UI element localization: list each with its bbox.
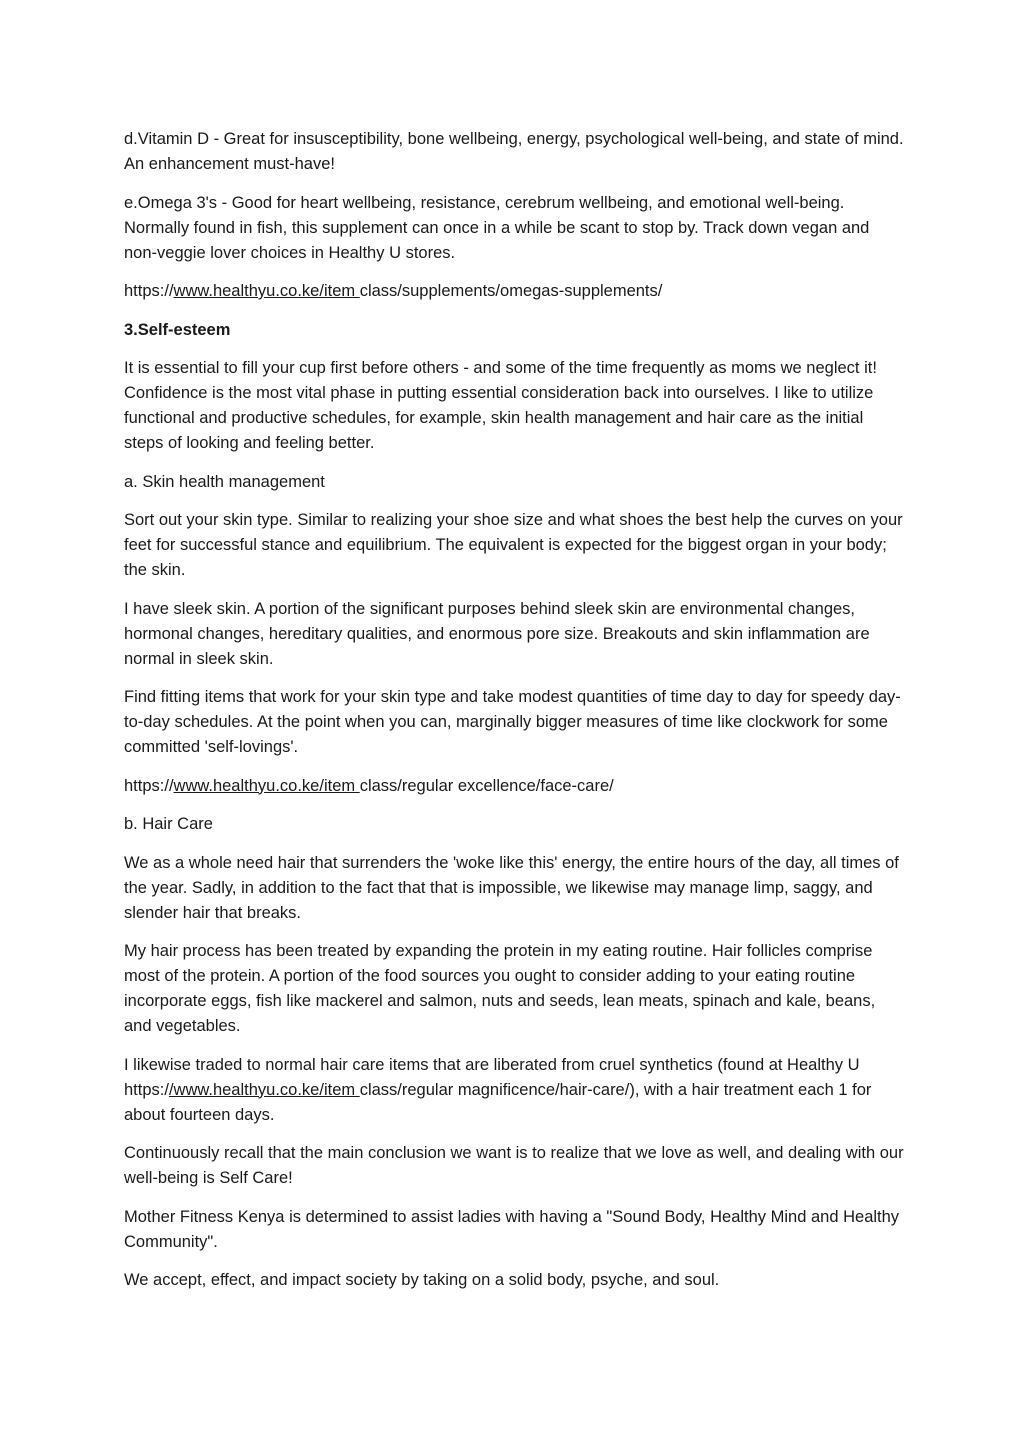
paragraph-fitting-items: Find fitting items that work for your skin type and take modest quantities of time day to day for speedy day-to-day schedules. At the point when you can, marginally bigger measures of time like clockwork for some committed 'self-lovings'. [124, 688, 901, 756]
paragraph-hair-protein: My hair process has been treated by expanding the protein in my eating routine. Hair follicles comprise most of the protein. A portion of the food sources you ought to consider adding to your eating routine incorporate eggs, fish like mackerel and salmon, nuts and seeds, lean meats, spinach and kale, beans, and vegetables. [124, 942, 876, 1035]
paragraph-self-esteem-intro: It is essential to fill your cup first before others - and some of the time frequently as moms we neglect it! Confidence is the most vital phase in putting essential consideration back into ourselves. I like to utilize functional and productive schedules, for example, skin health management and hair care as the initial steps of looking and feeling better. [124, 359, 877, 452]
paragraph-society: We accept, effect, and impact society by taking on a solid body, psyche, and soul. [124, 1271, 720, 1289]
url-face-care [124, 774, 904, 799]
paragraph-omega-3: e.Omega 3's - Good for heart wellbeing, resistance, cerebrum wellbeing, and emotional well-being. Normally found in fish, this supplement can once in a while be scant to stop by. Track down vegan and non-veggie lover choices in Healthy U stores. [124, 193, 870, 262]
paragraph-hair-energy: We as a whole need hair that surrenders the 'woke like this' energy, the entire hours of the day, all times of the year. Sadly, in addition to the fact that that is impossible, we likewise may manage limp, saggy, and slender hair that breaks. [124, 853, 899, 922]
paragraph-sleek-skin: I have sleek skin. A portion of the significant purposes behind sleek skin are environmental changes, hormonal changes, hereditary qualities, and enormous pore size. Breakouts and skin inflammation are normal in sleek skin. [124, 599, 870, 668]
healthyu-link[interactable]: www.healthyu.co.ke/item [173, 776, 360, 795]
paragraph-self-care: Continuously recall that the main conclusion we want is to realize that we love as well, and dealing with our well-being is Self Care! [124, 1144, 904, 1187]
paragraph-vitamin-d: d.Vitamin D - Great for insusceptibility, bone wellbeing, energy, psychological well-being, and state of mind. An enhancement must-have! [124, 130, 904, 173]
url-suffix: class/supplements/omegas-supplements/ [359, 282, 663, 300]
text-before-link: I likewise traded to normal hair care items that are liberated from cruel synthetics (found at Healthy U https:/ [124, 1055, 860, 1099]
document-page [124, 127, 904, 1307]
paragraph-mother-fitness: Mother Fitness Kenya is determined to assist ladies with having a "Sound Body, Healthy Mind and Healthy Community". [124, 1207, 900, 1251]
healthyu-link[interactable]: /www.healthyu.co.ke/item [168, 1080, 360, 1099]
url-suffix: class/regular excellence/face-care/ [359, 776, 614, 795]
text-after-link: class/regular magnificence/hair-care/), with a hair treatment each 1 for about fourteen days. [124, 1080, 872, 1124]
subheading-hair-care: b. Hair Care [124, 815, 213, 833]
url-prefix: https:// [124, 776, 174, 795]
url-omegas-supplements [124, 279, 904, 304]
paragraph-skin-type: Sort out your skin type. Similar to realizing your shoe size and what shoes the best help the curves on your feet for successful stance and equilibrium. The equivalent is expected for the biggest organ in your body; the skin. [124, 511, 903, 579]
paragraph-hair-products [124, 1053, 904, 1128]
healthyu-link[interactable]: www.healthyu.co.ke/item [173, 282, 360, 300]
subheading-skin-health: a. Skin health management [124, 472, 325, 491]
url-prefix: https:// [124, 282, 174, 300]
section-heading-self-esteem: 3.Self-esteem [124, 320, 231, 339]
